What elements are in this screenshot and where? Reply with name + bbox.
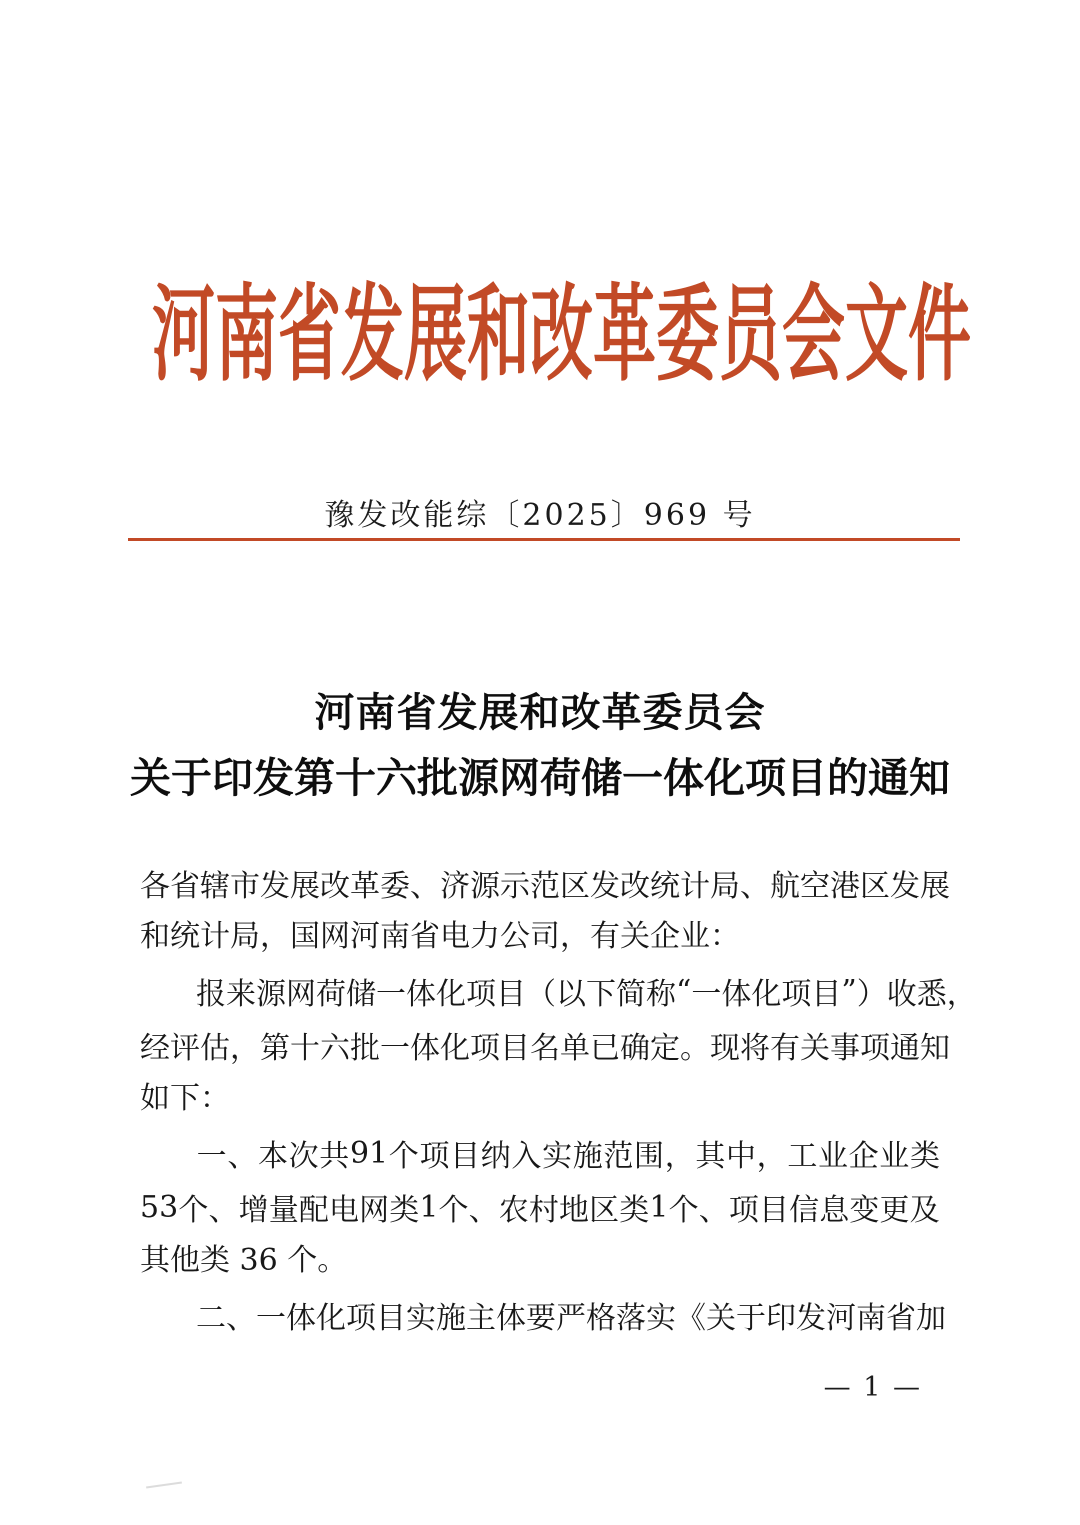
notice-title (0, 688, 1080, 804)
body-line: 一 、 本 次 共 91 个 项 目 纳 入 实 施 范 围 ， 其 中 ， 工 业 企 业 类 (196, 1135, 940, 1174)
red-divider-line (128, 538, 960, 541)
body-line: 和统计局，国网河南省电力公司，有关企业： (140, 919, 740, 954)
document-body (140, 856, 977, 1342)
notice-title-line1: 河南省发展和改革委员会 (314, 689, 766, 736)
doc-number: 豫发改能综〔2025〕969 号 (324, 498, 756, 533)
agency-masthead: 河 南 省 发 展 和 改 革 委 员 会 文 件 (152, 271, 971, 395)
notice-title-line2: 关于印发第十六批源网荷储一体化项目的通知 (130, 754, 950, 802)
body-line: 其他类 36 个。 (140, 1243, 348, 1278)
body-line: 各 省 辖 市 发 展 改 革 委 、 济 源 示 范 区 发 改 统 计 局 、 航 空 港 区 发 展 (140, 869, 950, 904)
page-number: — 1 — (823, 1372, 922, 1403)
body-line: 53 个 、 增 量 配 电 网 类 1 个 、 农 村 地 区 类 1 个 、 项 目 信 息 变 更 及 (140, 1189, 940, 1228)
body-line: 经 评 估 ， 第 十 六 批 一 体 化 项 目 名 单 已 确 定 。 现 将 有 关 事 项 通 知 (140, 1031, 950, 1066)
body-line: 二 、 一 体 化 项 目 实 施 主 体 要 严 格 落 实 《 关 于 印 发 河 南 省 加 (196, 1301, 946, 1336)
body-line: 报 来 源 网 荷 储 一 体 化 项 目 （ 以 下 简 称 “ 一 体 化 项 目 ” ） 收 悉 ， (196, 973, 977, 1012)
body-line: 如下： (140, 1081, 230, 1116)
scan-artifact (146, 1482, 182, 1489)
